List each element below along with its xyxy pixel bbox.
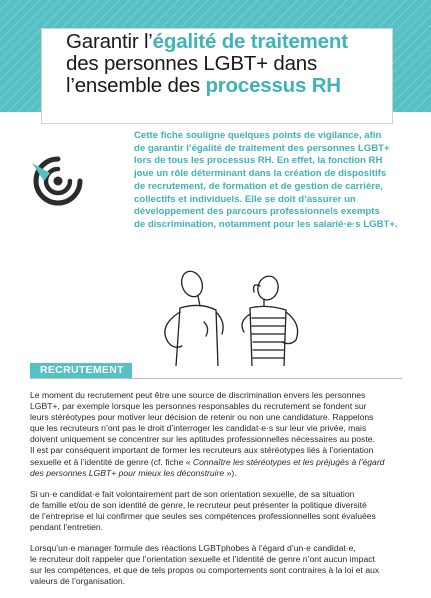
section-label: RECRUTEMENT: [30, 363, 132, 378]
fiche-reference: Connaître les stéréotypes et les préjugés à l’égard: [192, 456, 385, 467]
two-people-conversation-illustration: [140, 262, 320, 366]
intro-line: de discrimination, notamment pour les salarié·e·s LGBT+.: [134, 218, 398, 230]
intro-line: de garantir l’égalité de traitement des personnes LGBT+: [134, 142, 390, 154]
intro-line: de recrutement, de formation et de gestion de carrière,: [134, 180, 383, 192]
page-title: [41, 28, 393, 124]
intro-line: lors de tous les processus RH. En effet, la fonction RH: [134, 155, 383, 167]
body-text: [30, 390, 402, 598]
intro-line: Cette fiche souligne quelques points de vigilance, afin: [134, 130, 382, 141]
section-header-recrutement: [30, 360, 402, 379]
intro-paragraph: [134, 130, 426, 232]
title-line-2: des personnes LGBT+ dans: [66, 52, 318, 75]
paragraph-3: Lorsqu’un·e manager formule des réactions LGBTphobes à l’égard d’un·e candidat·e, le recruteur doit rappeler que l’orientation sexuelle et l’identité de genre n’ont aucun impact sur les compétences, et que de tels propos ou comportements sont contraires à la loi et aux valeurs de l’organisation.: [30, 543, 380, 587]
title-line-3: l’ensemble des processus RH: [66, 74, 341, 97]
title-line-1: Garantir l’égalité de traitement: [66, 30, 348, 53]
paragraph-1: Le moment du recrutement peut être une source de discrimination envers les personnes LGBT+, par exemple lorsque les personnes responsables du recrutement se fondent sur leurs stéréotypes pour motiver leur décision de retenir ou non une candidature. Rappelons que les recruteurs n’ont pas le droit d’interroger les candidat·e·s sur leur vie privée, mais doivent uniquement se concentrer sur les aptitudes professionnelles nécessaires au poste. Il est par conséquent important de former les recruteurs aux stéréotypes liés à l’orientation sexuelle et à l’identité de genre (cf. fiche « Connaître les stéréotypes et les préjugés à l’égard des personnes LGBT+ pour mieux les déconstruire »).: [30, 390, 385, 478]
fiche-reference-cont: des personnes LGBT+ pour mieux les déconstruire: [30, 467, 225, 478]
target-icon: [30, 153, 86, 209]
intro-line: joue un rôle déterminant dans la création de dispositifs: [134, 168, 387, 180]
paragraph-2: Si un·e candidat·e fait volontairement part de son orientation sexuelle, de sa situation de famille et/ou de son identité de genre, le recruteur peut présenter la politique diversité de l’entreprise et lui confirmer que seules ses compétences professionnelles sont évaluées pendant l’entretien.: [30, 488, 376, 533]
intro-line: développement des parcours professionnels exempts: [134, 206, 380, 218]
intro-line: collectifs et individuels. Elle se doit d’assurer un: [134, 193, 356, 205]
